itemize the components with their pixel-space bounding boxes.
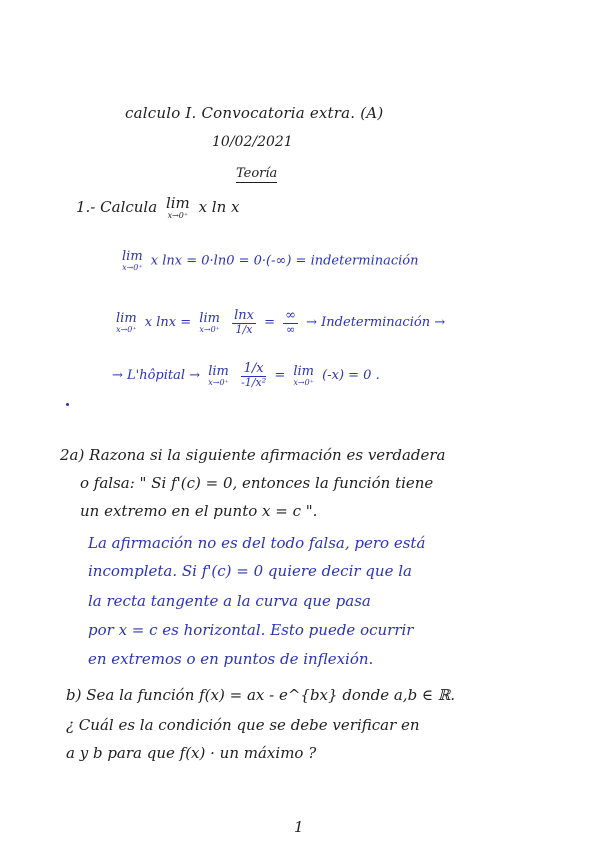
q1-step3: [112, 362, 380, 389]
q2-line3: un extremo en el punto x = c ".: [80, 502, 318, 520]
page-number: 1: [294, 818, 304, 836]
q2b-line1: b) Sea la función f(x) = ax - e^{bx} donde a,b ∈ ℝ.: [66, 686, 456, 704]
q1-step3-fraction: [241, 362, 266, 389]
q1-step1-lim-sub: x→0⁺: [122, 263, 143, 272]
q1-step2-denominator: 1/x: [235, 323, 253, 337]
q2b-line3: a y b para que f(x) · un máximo ?: [66, 744, 317, 762]
q1-step2-numerator: lnx: [234, 308, 254, 323]
q1-step3-limit2: [293, 365, 314, 387]
q1-step3-lim-sub: x→0⁺: [208, 377, 229, 387]
q1-step3-prefix: → L'hôpital →: [112, 368, 201, 384]
q1-step1-rest: x lnx = 0·ln0 = 0·(-∞) = indeterminación: [150, 253, 419, 269]
q2-line1: 2a) Razona si la siguiente afirmación es verdadera: [60, 446, 446, 464]
q1-prompt-expr: x ln x: [198, 198, 240, 216]
q1-step1-limit: [122, 250, 143, 272]
q1-prompt: [76, 196, 239, 220]
q1-step3-limit: [208, 365, 229, 387]
q2-answer-line4: por x = c es horizontal. Esto puede ocurrir: [88, 621, 414, 639]
q1-step2-limit: [116, 312, 137, 334]
section-heading: [236, 166, 277, 181]
q1-step2-equals: =: [264, 315, 276, 331]
section-heading-text: Teoría: [236, 166, 278, 181]
q2-answer-line2: incompleta. Si f'(c) = 0 quiere decir que la: [88, 562, 412, 580]
q1-step3-lim2-sub: x→0⁺: [293, 377, 314, 387]
q1-step2-lim-word: lim: [116, 310, 137, 326]
q1-step3-equals: =: [274, 368, 286, 384]
q1-step3-lim-word: lim: [208, 363, 229, 379]
q1-step3-denominator: -1/x²: [241, 376, 267, 390]
q1-step2: [112, 309, 445, 336]
q2-answer-line3: la recta tangente a la curva que pasa: [88, 592, 371, 610]
q1-prompt-limit: [166, 196, 190, 220]
q1-step2-inf-den: ∞: [285, 323, 296, 337]
q1-step1: [118, 250, 419, 272]
q1-step3-lim2-word: lim: [293, 363, 315, 379]
q2-answer-line1: La afirmación no es del todo falsa, pero está: [88, 534, 426, 552]
q1-step3-numerator: 1/x: [241, 362, 266, 377]
q1-step2-lim-sub: x→0⁺: [116, 324, 137, 334]
q1-step2-mid: x lnx =: [144, 315, 192, 331]
q1-step2-fraction: [232, 309, 256, 336]
q2-line2: o falsa: " Si f'(c) = 0, entonces la función tiene: [80, 474, 434, 492]
q1-step2-inf-fraction: [283, 309, 298, 336]
q1-prompt-prefix: 1.- Calcula: [76, 198, 158, 216]
q1-step2-lim2-word: lim: [199, 310, 220, 326]
q1-step3-result: (-x) = 0 .: [322, 368, 380, 384]
q1-step2-lim2-sub: x→0⁺: [199, 324, 220, 334]
q1-step1-lim-word: lim: [122, 249, 143, 264]
exam-title: calculo I. Convocatoria extra. (A): [125, 104, 384, 122]
exam-date: 10/02/2021: [212, 134, 293, 150]
q1-prompt-lim-sub: x→0⁺: [167, 211, 189, 220]
q2-answer-line5: en extremos o en puntos de inflexión.: [88, 650, 374, 668]
q1-step2-limit2: [199, 312, 220, 334]
q1-step2-inf-num: ∞: [285, 308, 296, 323]
ink-dot: [66, 403, 69, 406]
q1-step2-tail: → Indeterminación →: [306, 315, 446, 331]
q2b-line2: ¿ Cuál es la condición que se debe verificar en: [66, 716, 420, 734]
q1-prompt-lim-word: lim: [165, 194, 190, 212]
